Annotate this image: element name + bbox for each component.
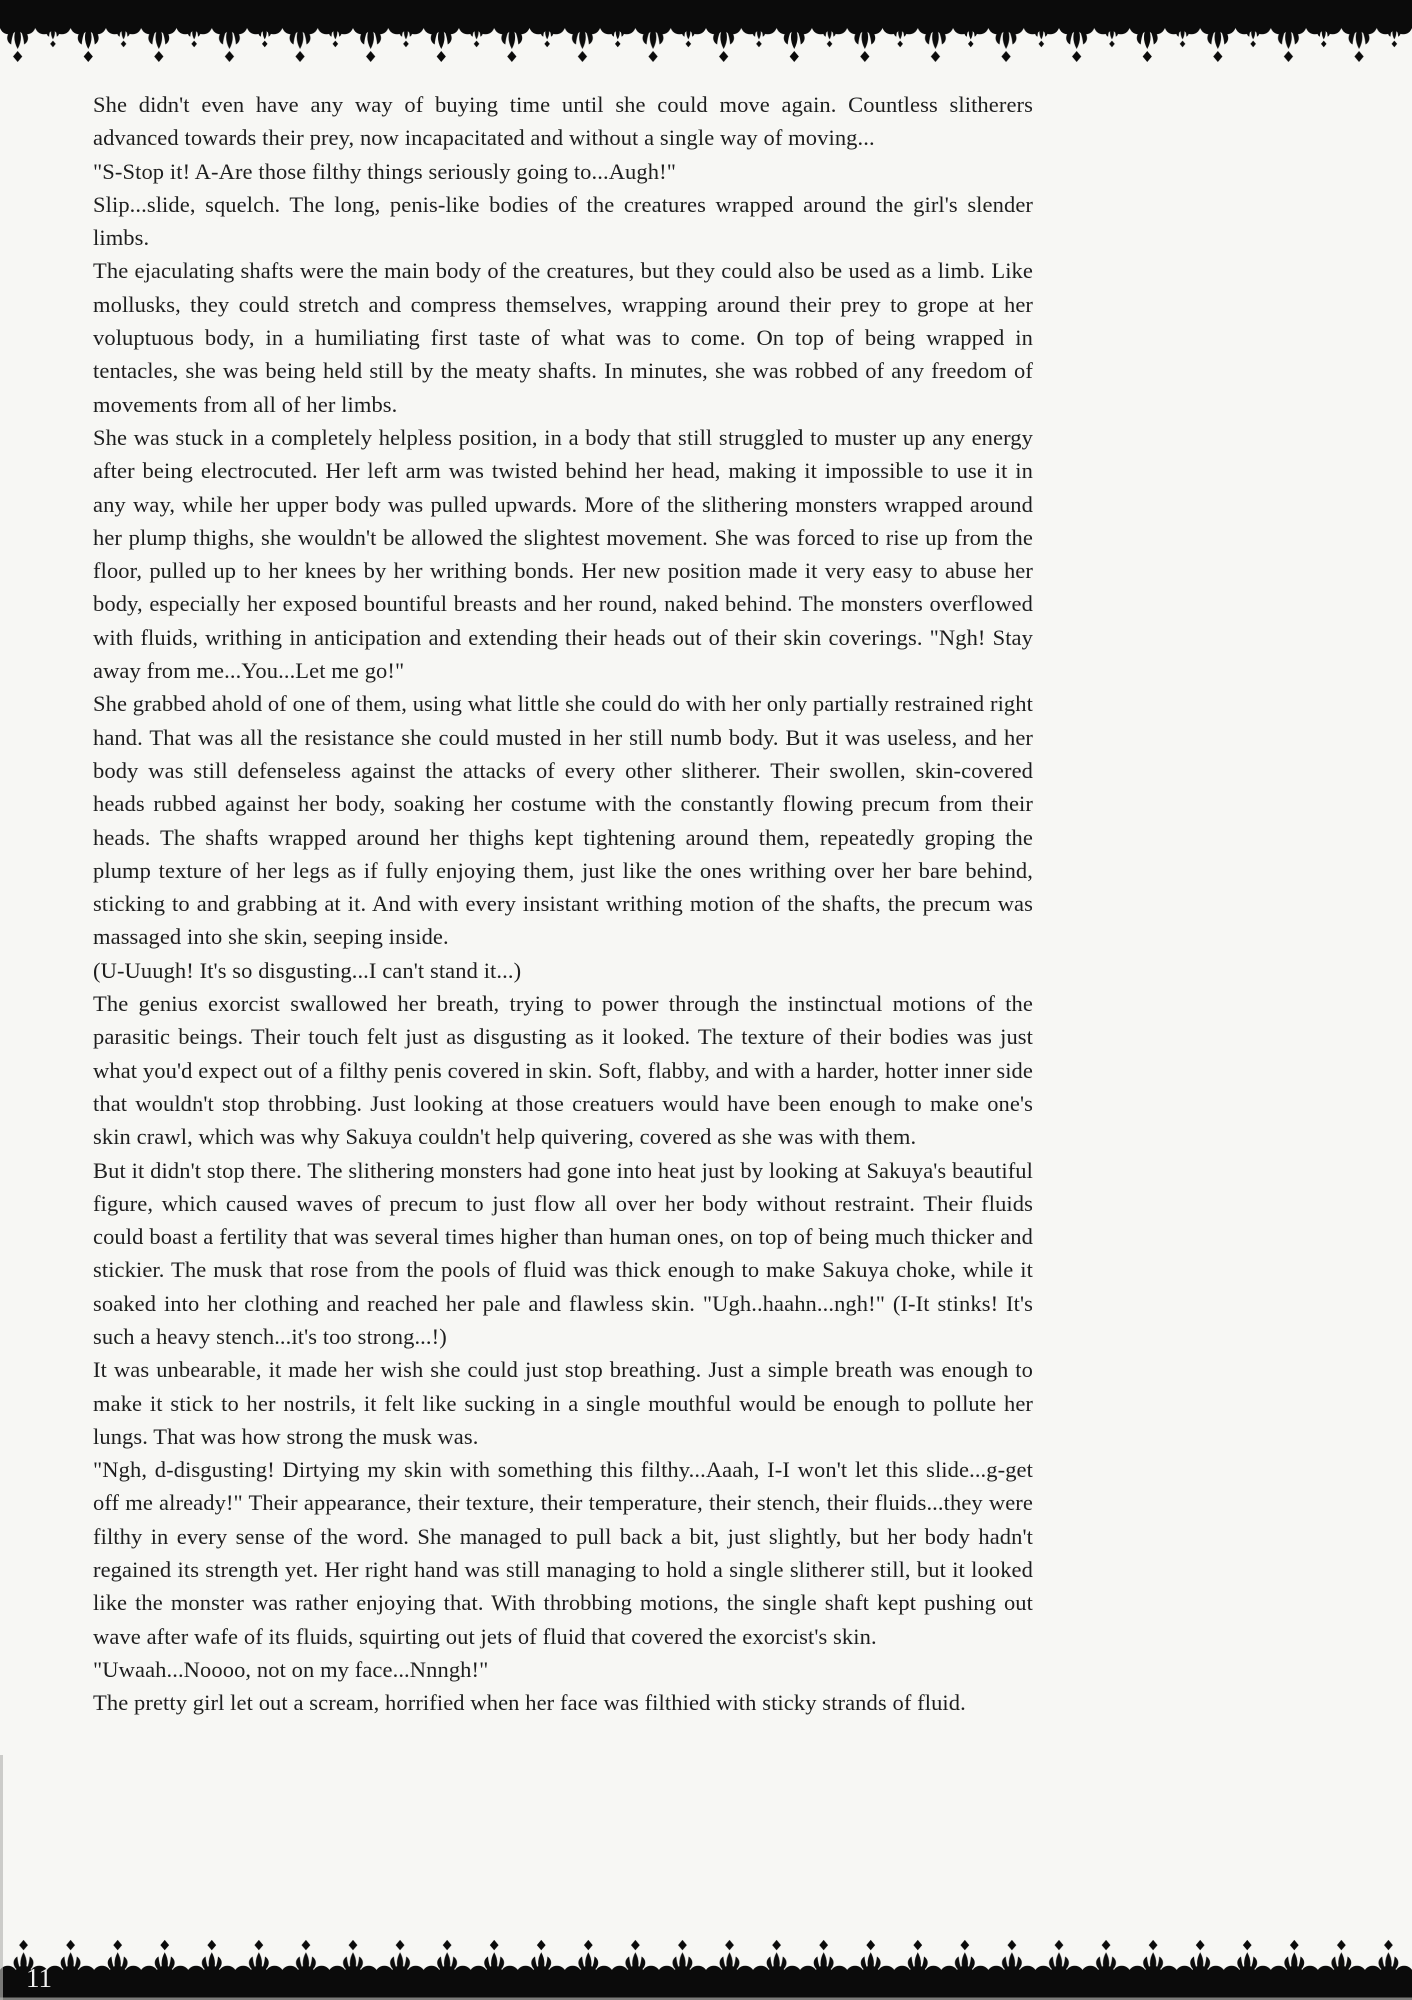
story-paragraph: The pretty girl let out a scream, horrified when her face was filthied with sticky strands of fluid. — [93, 1690, 966, 1716]
top-border-fleur-de-lis-icon — [0, 0, 1412, 64]
story-paragraph: The ejaculating shafts were the main body of the creatures, but they could also be used as a limb. Like mollusks, they could stretch and compress themselves, wrapping around their prey to grope at her voluptuous body, in a humiliating first taste of what was to come. On top of being wrapped in tentacles, she was being held still by the meaty shafts. In minutes, she was robbed of any freedom of movements from all of her limbs. — [93, 258, 1033, 417]
page-number: 11 — [26, 1963, 52, 1993]
story-paragraph: The genius exorcist swallowed her breath, trying to power through the instinctual motions of the parasitic beings. Their touch felt just as disgusting as it looked. The texture of their bodies was just what you'd expect out of a filthy penis covered in skin. Soft, flabby, and with a harder, hotter inner side that wouldn't stop throbbing. Just looking at those creatuers would have been enough to make one's skin crawl, which was why Sakuya couldn't help quivering, covered as she was with them. — [93, 991, 1033, 1150]
bottom-border-fleur-de-lis-icon — [0, 1936, 1412, 2000]
story-text — [93, 88, 1033, 1720]
story-paragraph: "Ngh, d-disgusting! Dirtying my skin with something this filthy...Aaah, I-I won't let this slide...g-get off me already!" Their appearance, their texture, their temperature, their stench, their fluids...they were filthy in every sense of the word. She managed to pull back a bit, just slightly, but her body hadn't regained its strength yet. Her right hand was still managing to hold a single slitherer still, but it looked like the monster was rather enjoying that. With throbbing motions, the single shaft kept pushing out wave after wafe of its fluids, squirting out jets of fluid that covered the exorcist's skin. — [93, 1457, 1033, 1649]
story-paragraph: "Uwaah...Noooo, not on my face...Nnngh!" — [93, 1656, 489, 1682]
story-paragraph: She grabbed ahold of one of them, using what little she could do with her only partially restrained right hand. That was all the resistance she could musted in her still numb body. But it was useless, and her body was still defenseless against the attacks of every other slitherer. Their swollen, skin-covered heads rubbed against her body, soaking her costume with the constantly flowing precum from their heads. The shafts wrapped around her thighs kept tightening around them, repeatedly groping the plump texture of her legs as if fully enjoying them, just like the ones writhing over her bare behind, sticking to and grabbing at it. And with every insistant writhing motion of the shafts, the precum was massaged into she skin, seeping inside. — [93, 691, 1033, 950]
story-paragraph: But it didn't stop there. The slithering monsters had gone into heat just by looking at Sakuya's beautiful figure, which caused waves of precum to just flow all over her body without restraint. Their fluids could boast a fertility that was several times higher than human ones, on top of being much thicker and stickier. The musk that rose from the pools of fluid was thick enough to make Sakuya choke, while it soaked into her clothing and reached her pale and flawless skin. "Ugh..haahn...ngh!" (I-It stinks! It's such a heavy stench...it's too strong...!) — [93, 1157, 1033, 1349]
story-paragraph: Slip...slide, squelch. The long, penis-like bodies of the creatures wrapped around the girl's slender limbs. — [93, 191, 1033, 251]
story-paragraph: It was unbearable, it made her wish she could just stop breathing. Just a simple breath was enough to make it stick to her nostrils, it felt like sucking in a single mouthful would be enough to pollute her lungs. That was how strong the musk was. — [93, 1357, 1033, 1449]
story-paragraph: (U-Uuugh! It's so disgusting...I can't stand it...) — [93, 957, 522, 983]
page-edge-shadow — [0, 1755, 3, 2000]
story-paragraph: She didn't even have any way of buying time until she could move again. Countless slitherers advanced towards their prey, now incapacitated and without a single way of moving... — [93, 92, 1033, 151]
story-paragraph: She was stuck in a completely helpless position, in a body that still struggled to muster up any energy after being electrocuted. Her left arm was twisted behind her head, making it impossible to use it in any way, while her upper body was pulled upwards. More of the slithering monsters wrapped around her plump thighs, she wouldn't be allowed the slightest movement. She was forced to rise up from the floor, pulled up to her knees by her writhing bonds. Her new position made it very easy to abuse her body, especially her exposed bountiful breasts and her round, naked behind. The monsters overflowed with fluids, writhing in anticipation and extending their heads out of their skin coverings. "Ngh! Stay away from me...You...Let me go!" — [93, 424, 1033, 684]
story-paragraph: "S-Stop it! A-Are those filthy things seriously going to...Augh!" — [93, 158, 676, 184]
